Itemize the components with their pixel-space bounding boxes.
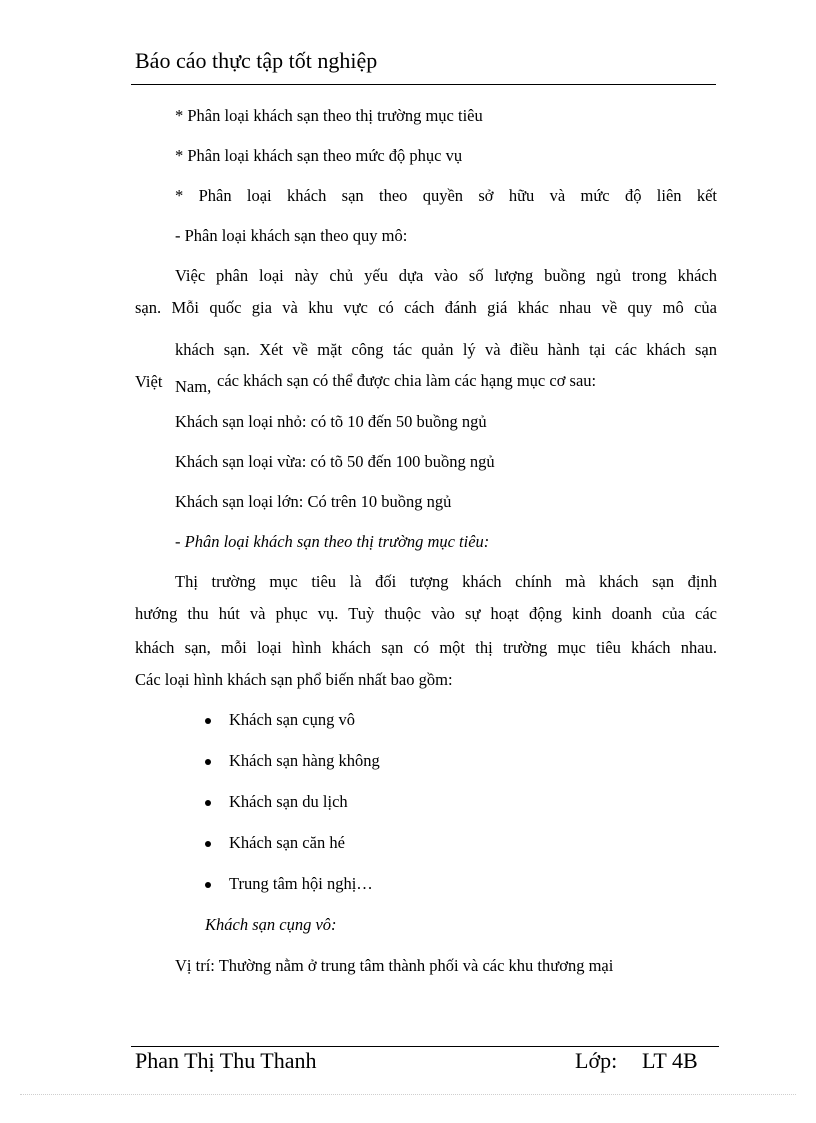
- bullet-icon: [205, 800, 211, 806]
- list-item: Khách sạn cụng vô: [229, 710, 356, 729]
- text-line: khách sạn, mỗi loại hình khách sạn có một thị trường mục tiêu khách nhau.: [135, 638, 717, 657]
- list-item: Khách sạn hàng không: [229, 751, 380, 770]
- footer-class-value: LT 4B: [642, 1048, 698, 1073]
- page-edge: [20, 1094, 796, 1095]
- text-line: * Phân loại khách sạn theo quyền sở hữu và mức độ liên kết: [175, 186, 717, 205]
- list-item: Trung tâm hội nghị…: [229, 874, 373, 893]
- text-line: Thị trường mục tiêu là đối tượng khách chính mà khách sạn định: [175, 572, 717, 591]
- text-line: các khách sạn có thể được chia làm các hạng mục cơ sau:: [217, 371, 597, 390]
- section-heading: - Phân loại khách sạn theo thị trường mục tiêu:: [175, 532, 490, 551]
- text-line: Các loại hình khách sạn phổ biến nhất bao gồm:: [135, 670, 453, 689]
- footer-divider: [131, 1046, 719, 1047]
- text-line: * Phân loại khách sạn theo mức độ phục vụ: [175, 146, 463, 165]
- bullet-icon: [205, 882, 211, 888]
- text-line: hướng thu hút và phục vụ. Tuỳ thuộc vào sự hoạt động kinh doanh của các: [135, 604, 717, 623]
- text-line: Khách sạn loại lớn: Có trên 10 buồng ngủ: [175, 492, 452, 511]
- text-line: Vị trí: Thường nằm ở trung tâm thành phối và các khu thương mại: [175, 956, 614, 975]
- bullet-icon: [205, 718, 211, 724]
- header-divider: [131, 84, 716, 85]
- text-line: khách sạn. Xét về mặt công tác quản lý và điều hành tại các khách sạn: [175, 340, 717, 359]
- bullet-icon: [205, 759, 211, 765]
- text-line: Nam,: [175, 377, 212, 396]
- subheading: Khách sạn cụng vô:: [205, 915, 337, 934]
- list-item: Khách sạn căn hé: [229, 833, 345, 852]
- header-title: Báo cáo thực tập tốt nghiệp: [135, 48, 378, 73]
- footer-author: Phan Thị Thu Thanh: [135, 1048, 317, 1073]
- text-line: - Phân loại khách sạn theo quy mô:: [175, 226, 408, 245]
- text-line: Việt: [135, 372, 163, 391]
- list-item: Khách sạn du lịch: [229, 792, 348, 811]
- text-line: sạn. Mỗi quốc gia và khu vực có cách đánh giá khác nhau về quy mô của: [135, 298, 717, 317]
- text-line: Việc phân loại này chủ yếu dựa vào số lượng buồng ngủ trong khách: [175, 266, 717, 285]
- text-line: Khách sạn loại nhỏ: có tõ 10 đến 50 buồng ngủ: [175, 412, 487, 431]
- bullet-icon: [205, 841, 211, 847]
- text-line: Khách sạn loại vừa: có tõ 50 đến 100 buồng ngủ: [175, 452, 495, 471]
- footer-class-label: Lớp:: [575, 1048, 618, 1073]
- text-line: * Phân loại khách sạn theo thị trường mục tiêu: [175, 106, 483, 125]
